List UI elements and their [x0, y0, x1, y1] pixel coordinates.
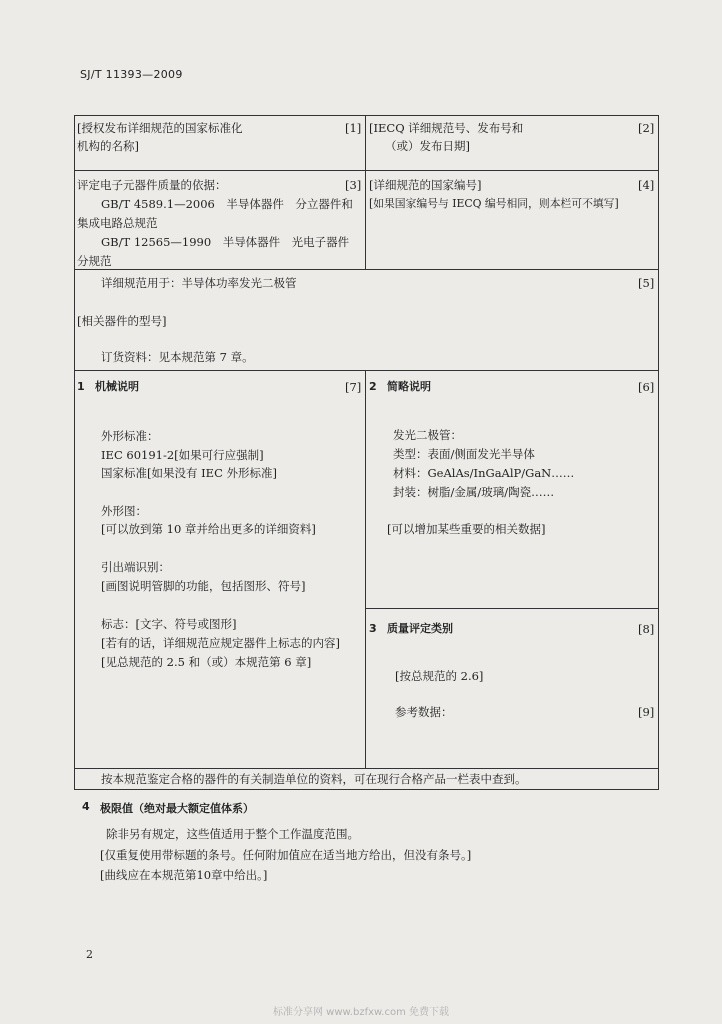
- section2-line5: [可以增加某些重要的相关数据]: [387, 522, 546, 536]
- box3-title: 评定电子元器件质量的依据：: [77, 178, 227, 192]
- box3-ref: [3]: [345, 178, 362, 192]
- box2-line2: （或）发布日期]: [385, 139, 470, 153]
- box5-line3: 订货资料：见本规范第 7 章。: [101, 350, 254, 364]
- box4-line2: [如果国家编号与 IECQ 编号相同，则本栏可不填写]: [369, 197, 619, 210]
- page-number: 2: [86, 948, 93, 961]
- section2-ref: [6]: [638, 380, 655, 394]
- box5-ref: [5]: [638, 276, 655, 290]
- section1-line10: [见总规范的 2.5 和（或）本规范第 6 章]: [101, 655, 312, 669]
- section4-line3: [曲线应在本规范第10章中给出。]: [100, 868, 268, 882]
- section4-line1: 除非另有规定，这些值适用于整个工作温度范围。: [106, 827, 359, 841]
- box1-line1: [授权发布详细规范的国家标准化: [77, 121, 243, 135]
- box2-line1: [IECQ 详细规范号、发布号和: [369, 121, 524, 135]
- box5-line2: [相关器件的型号]: [77, 314, 167, 328]
- divider-h-2: [75, 269, 658, 270]
- section4-number: 4: [82, 800, 90, 813]
- section2-title: 简略说明: [387, 380, 431, 393]
- divider-h-4: [365, 608, 658, 609]
- watermark: 标准分享网 www.bzfxw.com 免费下载: [273, 1007, 449, 1018]
- box1-line2: 机构的名称]: [77, 139, 139, 153]
- section2-line4: 封装：树脂/金属/玻璃/陶瓷……: [393, 485, 555, 499]
- reference-data-ref: [9]: [638, 705, 655, 719]
- section1-line8: 标志：[文字、符号或图形]: [101, 617, 237, 631]
- reference-data-label: 参考数据：: [395, 705, 453, 719]
- box5-line1: 详细规范用于：半导体功率发光二极管: [101, 276, 297, 290]
- divider-v-mid: [365, 370, 366, 768]
- divider-h-5: [75, 768, 658, 769]
- section1-line1: 外形标准：: [101, 429, 159, 443]
- section1-line5: [可以放到第 10 章并给出更多的详细资料]: [101, 522, 316, 536]
- box3-line2: 集成电路总规范: [77, 216, 158, 230]
- section2-line3: 材料：GeAlAs/InGaAlP/GaN……: [393, 466, 575, 480]
- section1-title: 机械说明: [95, 380, 139, 393]
- section1-line7: [画图说明管脚的功能，包括图形、符号]: [101, 579, 306, 593]
- box4-ref: [4]: [638, 178, 655, 192]
- section1-line2: IEC 60191-2[如果可行应强制]: [101, 448, 264, 462]
- section3-title: 质量评定类别: [387, 622, 453, 635]
- box1-ref: [1]: [345, 121, 362, 135]
- box2-ref: [2]: [638, 121, 655, 135]
- section4-title: 极限值（绝对最大额定值体系）: [100, 802, 254, 815]
- divider-v-top: [365, 116, 366, 269]
- section1-line3: 国家标准[如果没有 IEC 外形标准]: [101, 466, 278, 480]
- section1-ref: [7]: [345, 380, 362, 394]
- box4-line1: [详细规范的国家编号]: [369, 178, 482, 192]
- section1-number: 1: [77, 380, 85, 393]
- standard-code: SJ/T 11393—2009: [80, 68, 183, 81]
- section2-line1: 发光二极管：: [393, 428, 462, 442]
- section2-line2: 类型：表面/侧面发光半导体: [393, 447, 535, 461]
- spec-table: [74, 115, 659, 790]
- divider-h-1: [75, 170, 658, 171]
- box3-line3: GB/T 12565—1990 半导体器件 光电子器件: [101, 235, 350, 249]
- section1-line4: 外形图：: [101, 504, 147, 518]
- section1-line6: 引出端识别：: [101, 560, 170, 574]
- divider-h-3: [75, 370, 658, 371]
- section3-number: 3: [369, 622, 377, 635]
- section2-number: 2: [369, 380, 377, 393]
- qualified-products-note: 按本规范鉴定合格的器件的有关制造单位的资料，可在现行合格产品一栏表中查到。: [101, 772, 527, 786]
- box3-line1: GB/T 4589.1—2006 半导体器件 分立器件和: [101, 197, 353, 211]
- section1-line9: [若有的话，详细规范应规定器件上标志的内容]: [101, 636, 340, 650]
- section4-line2: [仅重复使用带标题的条号。任何附加值应在适当地方给出，但没有条号。]: [100, 848, 472, 862]
- section3-line1: [按总规范的 2.6]: [395, 669, 484, 683]
- box3-line4: 分规范: [77, 254, 112, 268]
- section3-ref: [8]: [638, 622, 655, 636]
